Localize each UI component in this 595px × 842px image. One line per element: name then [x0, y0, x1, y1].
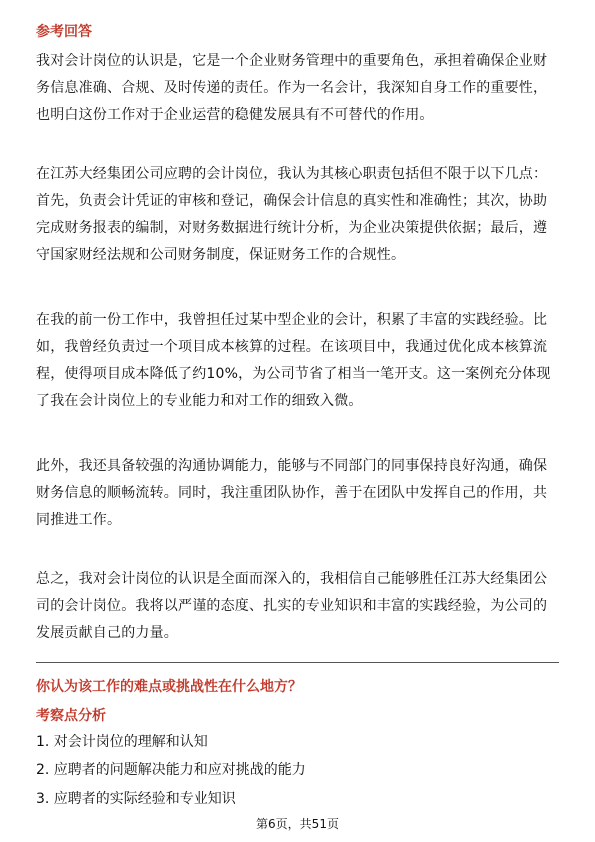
- analysis-point: 1. 对会计岗位的理解和认知: [36, 734, 208, 750]
- paragraph-line: 我对会计岗位的认识是，它是一个企业财务管理中的重要角色，承担着确保企业财: [36, 53, 548, 69]
- analysis-point: 3. 应聘者的实际经验和专业知识: [36, 791, 236, 807]
- paragraph-line: 此外，我还具备较强的沟通协调能力，能够与不同部门的同事保持良好沟通，确保: [36, 458, 548, 474]
- paragraph-line: 务信息准确、合规、及时传递的责任。作为一名会计，我深知自身工作的重要性，: [36, 80, 548, 96]
- section-divider: [36, 662, 559, 663]
- paragraph-line: 总之，我对会计岗位的认识是全面而深入的，我相信自己能够胜任江苏大经集团公: [36, 571, 548, 587]
- answer-paragraph-2: [36, 161, 560, 269]
- paragraph-line: 司的会计岗位。我将以严谨的态度、扎实的专业知识和丰富的实践经验，为公司的: [36, 598, 548, 614]
- analysis-heading: 考察点分析: [36, 708, 106, 724]
- analysis-point: 2. 应聘者的问题解决能力和应对挑战的能力: [36, 762, 306, 778]
- answer-paragraph-1: [36, 48, 560, 129]
- paragraph-line: 财务信息的顺畅流转。同时，我注重团队协作，善于在团队中发挥自己的作用，共: [36, 485, 548, 501]
- paragraph-line: 如，我曾经负责过一个项目成本核算的过程。在该项目中，我通过优化成本核算流: [36, 339, 548, 355]
- paragraph-line: 在我的前一份工作中，我曾担任过某中型企业的会计，积累了丰富的实践经验。比: [36, 312, 548, 328]
- paragraph-line: 了我在会计岗位上的专业能力和对工作的细致入微。: [36, 393, 363, 409]
- paragraph-line: 程，使得项目成本降低了约10%，为公司节省了相当一笔开支。这一案例充分体现: [36, 366, 551, 382]
- paragraph-line: 首先，负责会计凭证的审核和登记，确保会计信息的真实性和准确性；其次，协助: [36, 193, 548, 209]
- paragraph-line: 完成财务报表的编制，对财务数据进行统计分析，为企业决策提供依据；最后，遵: [36, 220, 548, 236]
- answer-heading: 参考回答: [36, 24, 92, 40]
- paragraph-line: 在江苏大经集团公司应聘的会计岗位，我认为其核心职责包括但不限于以下几点：: [36, 166, 548, 182]
- paragraph-line: 同推进工作。: [36, 512, 122, 528]
- answer-paragraph-4: [36, 453, 560, 534]
- paragraph-line: 也明白这份工作对于企业运营的稳健发展具有不可替代的作用。: [36, 107, 434, 123]
- interview-question: 你认为该工作的难点或挑战性在什么地方？: [36, 679, 302, 695]
- paragraph-line: 守国家财经法规和公司财务制度，保证财务工作的合规性。: [36, 247, 406, 263]
- paragraph-line: 发展贡献自己的力量。: [36, 625, 178, 641]
- answer-paragraph-5: [36, 566, 560, 647]
- page-number: 第6页，共51页: [256, 817, 339, 831]
- answer-paragraph-3: [36, 307, 560, 415]
